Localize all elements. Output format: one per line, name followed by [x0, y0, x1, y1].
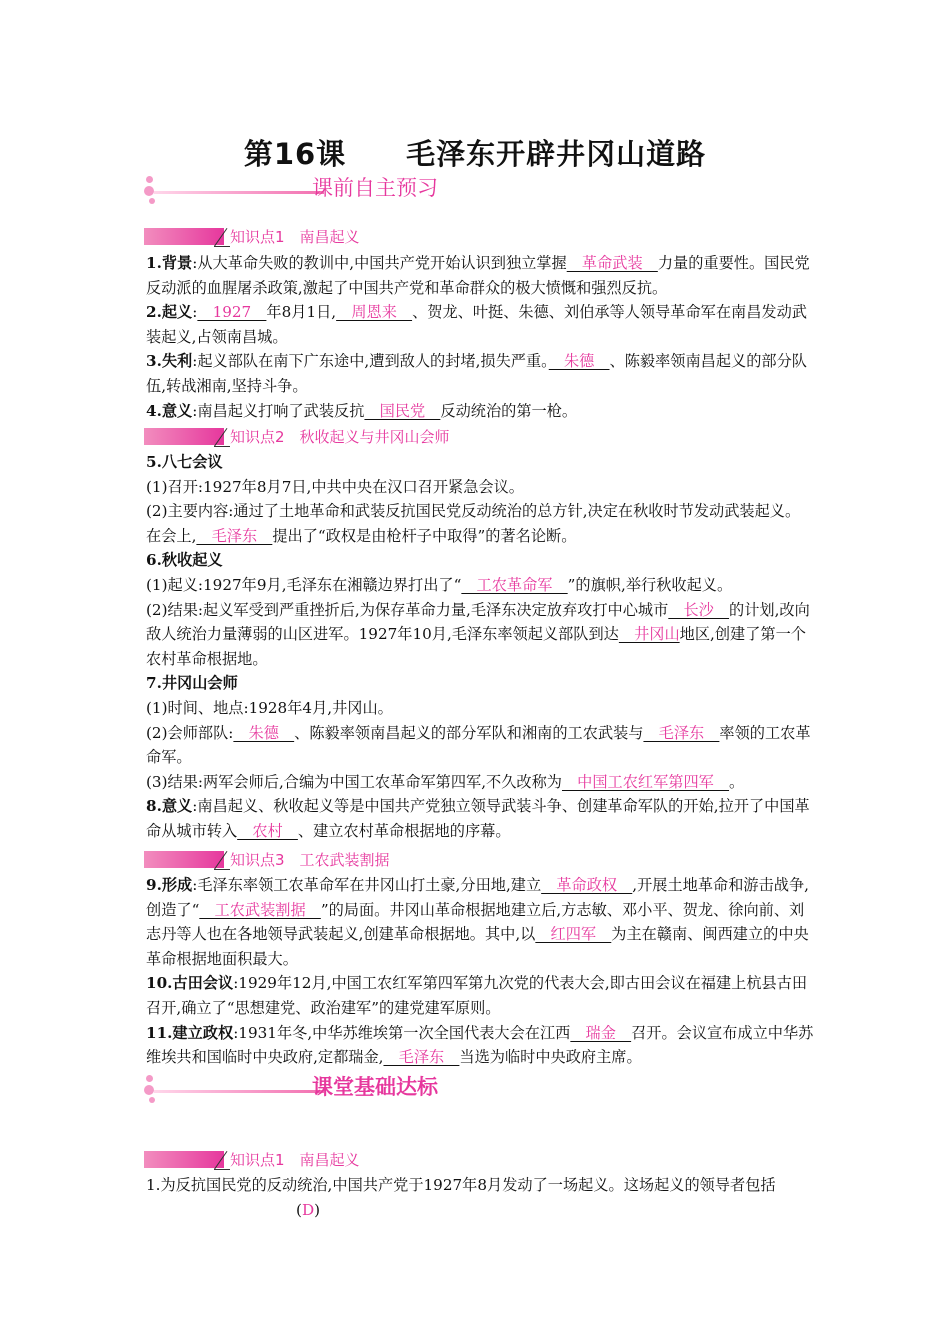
- kp-title: 知识点1 南昌起义: [230, 228, 360, 246]
- item-7-sub-3: (3)结果:两军会师后,合编为中国工农革命军第四军,不久改称为 中国工农红军第四军 。: [146, 772, 745, 791]
- item-5-sub-2: (2)主要内容:通过了土地革命和武装反抗国民党反动统治的总方针,决定在秋收时节发动武装起义。在会上, 毛泽东 提出了“政权是由枪杆子中取得”的著名论断。: [146, 502, 801, 545]
- decor-line: [154, 191, 324, 194]
- item-9: 9.形成:毛泽东率领工农革命军在井冈山打土豪,分田地,建立 革命政权 ,开展土地革命和游击战争,创造了“ 工农武装割据 ”的局面。井冈山革命根据地建立后,方志敏、邓小平、贺龙、徐向前、刘志丹等人也在各地领导武装起义,创建革命根据地。其中,以 红四军 为主在赣南、闽西建立的中央革命根据地面积最大。: [146, 876, 809, 968]
- decor-dots-icon: [142, 1071, 162, 1107]
- item-11: 11.建立政权:1931年冬,中华苏维埃第一次全国代表大会在江西 瑞金 召开。会议宣布成立中华苏维埃共和国临时中央政府,定都瑞金, 毛泽东 当选为临时中央政府主席。: [146, 1023, 814, 1067]
- answer-blank: 周恩来: [336, 303, 413, 322]
- knowledge-point-header: [144, 226, 564, 248]
- kp-slash-icon: [214, 1149, 230, 1170]
- kp-title: 知识点3 工农武装割据: [230, 851, 390, 869]
- item-5-sub-1: (1)召开:1927年8月7日,中共中央在汉口召开紧急会议。: [146, 477, 524, 496]
- answer-blank: 毛泽东: [383, 1048, 460, 1067]
- item-5-heading: 5.八七会议: [146, 453, 223, 471]
- answer-blank: 工农革命军: [461, 575, 568, 594]
- item-8: 8.意义:南昌起义、秋收起义等是中国共产党独立领导武装斗争、创建革命军队的开始,拉开了中国革命从城市转入 农村 、建立农村革命根据地的序幕。: [146, 797, 810, 840]
- answer-blank: 瑞金: [570, 1023, 632, 1042]
- kp-bar: [144, 1151, 224, 1168]
- answer-blank: 长沙: [668, 600, 730, 619]
- item-7-sub-2: (2)会师部队: 朱德 、陈毅率领南昌起义的部分军队和湘南的工农武装与 毛泽东 率领的工农革命军。: [146, 723, 811, 767]
- answer-blank: 1927: [197, 303, 267, 322]
- question-answer: D: [301, 1200, 315, 1219]
- kp-slash-icon: [214, 849, 230, 870]
- kp-title: 知识点1 南昌起义: [230, 1151, 360, 1169]
- kp-bar: [144, 228, 224, 245]
- kp1-content: [146, 251, 814, 423]
- decor-line: [154, 1090, 324, 1093]
- answer-blank: 朱德: [233, 723, 295, 742]
- item-7-heading: 7.井冈山会师: [146, 674, 238, 693]
- section-header-basics: [142, 1071, 562, 1107]
- answer-blank: 中国工农红军第四军: [561, 772, 730, 791]
- answer-blank: 朱德: [548, 352, 610, 371]
- kp-slash-icon: [214, 226, 230, 247]
- kp3-content: [146, 873, 814, 1070]
- section-header-preview: [142, 172, 562, 208]
- item-3: 3.失利:起义部队在南下广东途中,遭到敌人的封堵,损失严重。 朱德 、陈毅率领南昌起义的部分队伍,转战湘南,坚持斗争。: [146, 352, 807, 395]
- lesson-title: 第16课 毛泽东开辟井冈山道路: [243, 137, 707, 171]
- section-title: 课前自主预习: [312, 176, 438, 200]
- answer-blank: 红四军: [535, 925, 612, 944]
- answer-blank: 革命政权: [541, 876, 633, 894]
- item-4: 4.意义:南昌起义打响了武装反抗 国民党 反动统治的第一枪。: [146, 401, 578, 420]
- knowledge-point-header: [144, 1149, 564, 1171]
- kp-bar: [144, 851, 224, 868]
- kp2-content: [146, 450, 814, 844]
- answer-blank: 革命武装: [566, 254, 658, 272]
- section-title: 课堂基础达标: [312, 1075, 438, 1099]
- item-7-sub-1: (1)时间、地点:1928年4月,井冈山。: [146, 698, 393, 717]
- answer-blank: 毛泽东: [643, 723, 720, 742]
- item-6-heading: 6.秋收起义: [146, 551, 223, 570]
- answer-blank: 农村: [237, 821, 298, 840]
- kp-title: 知识点2 秋收起义与井冈山会师: [230, 428, 450, 446]
- item-6-sub-2: (2)结果:起义军受到严重挫折后,为保存革命力量,毛泽东决定放弃攻打中心城市 长沙 的计划,改向敌人统治力量薄弱的山区进军。1927年10月,毛泽东率领起义部队到达 井冈山地区,创建了第一个农村革命根据地。: [146, 600, 810, 668]
- knowledge-point-header: [144, 426, 564, 448]
- answer-blank: 毛泽东: [196, 526, 273, 545]
- kp-bar: [144, 428, 224, 445]
- answer-blank: 国民党: [364, 401, 441, 420]
- item-2: 2.起义: 1927 年8月1日, 周恩来 、贺龙、叶挺、朱德、刘伯承等人领导革命军在南昌发动武装起义,占领南昌城。: [146, 303, 807, 346]
- kp-slash-icon: [214, 426, 230, 447]
- knowledge-point-header: [144, 849, 564, 871]
- answer-blank: 井冈山: [618, 625, 680, 644]
- answer-blank: 工农武装割据: [199, 900, 321, 919]
- question-stem: 1.为反抗国民党的反动统治,中国共产党于1927年8月发动了一场起义。这场起义的领导者包括(D): [146, 1176, 776, 1219]
- decor-dots-icon: [142, 172, 162, 208]
- item-6-sub-1: (1)起义:1927年9月,毛泽东在湘赣边界打出了“ 工农革命军 ”的旗帜,举行秋收起义。: [146, 575, 733, 594]
- item-10: 10.古田会议:1929年12月,中国工农红军第四军第九次党的代表大会,即古田会议在福建上杭县古田召开,确立了“思想建党、政治建军”的建党建军原则。: [146, 974, 808, 1017]
- item-1: 1.背景:从大革命失败的教训中,中国共产党开始认识到独立掌握 革命武装 力量的重要性。国民党反动派的血腥屠杀政策,激起了中国共产党和革命群众的极大愤慨和强烈反抗。: [146, 254, 810, 297]
- question-1: [146, 1173, 814, 1222]
